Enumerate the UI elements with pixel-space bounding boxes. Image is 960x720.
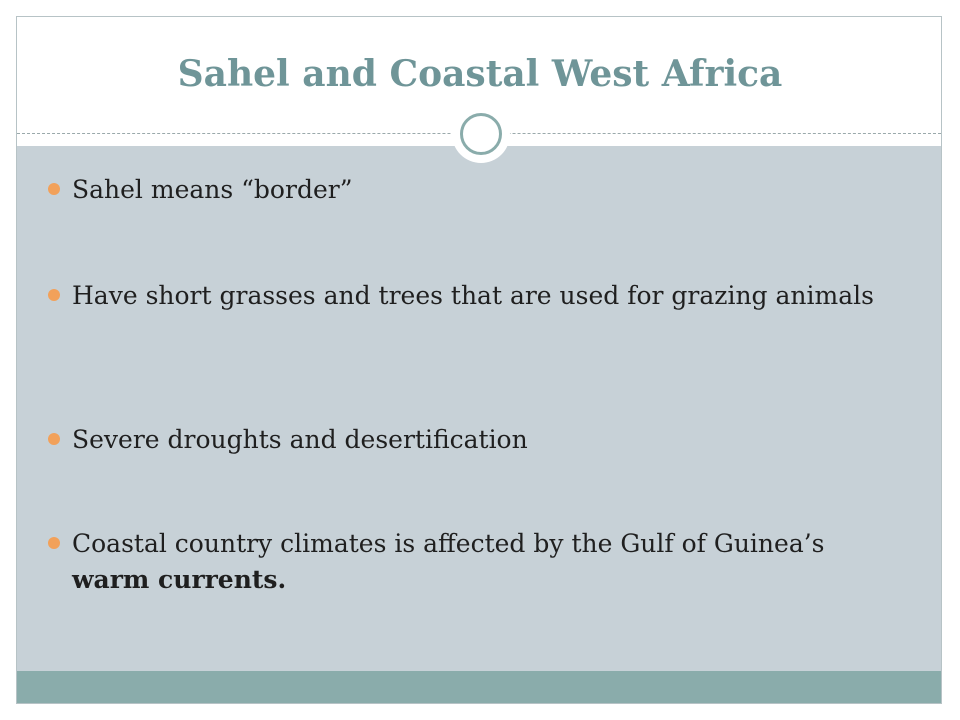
bullet-dot-icon [48, 183, 60, 195]
bullet-text: Coastal country climates is affected by the Gulf of Guinea’s [72, 529, 825, 558]
bullet-item [48, 172, 352, 208]
bullet-dot-icon [48, 433, 60, 445]
bullet-bold-text: warm currents. [72, 565, 287, 594]
slide-title: Sahel and Coastal West Africa [177, 53, 783, 95]
bullet-text: Sahel means “border” [72, 175, 353, 204]
bullet-text: Severe droughts and desertification [72, 425, 528, 454]
bullet-item [48, 278, 874, 314]
bullet-text: Have short grasses and trees that are used for grazing animals [72, 281, 874, 310]
circle-ring-icon [460, 113, 502, 155]
bullet-item [48, 526, 908, 598]
bullet-dot-icon [48, 537, 60, 549]
bullet-dot-icon [48, 289, 60, 301]
bullet-item [48, 422, 528, 458]
